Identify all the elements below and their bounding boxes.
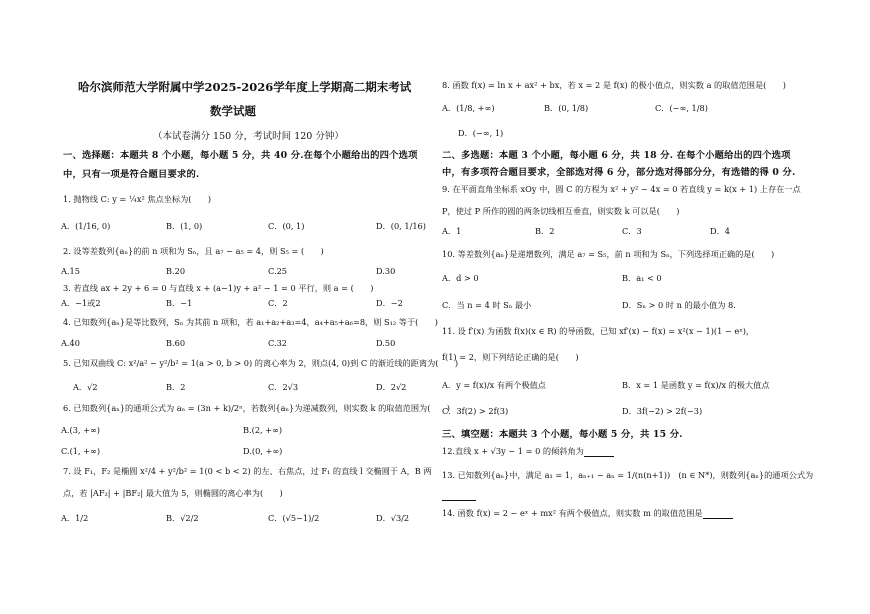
q2-option-a: A.15 xyxy=(61,266,80,276)
q8-option-a: A．(1/8, +∞) xyxy=(442,103,495,113)
q14-answer-blank[interactable] xyxy=(703,510,733,519)
q6-option-a: A.(3, +∞) xyxy=(61,425,100,435)
q1-option-c: C．(0, 1) xyxy=(268,221,305,231)
q1-option-a: A．(1/16, 0) xyxy=(61,221,111,231)
q9-option-d: D．4 xyxy=(710,226,730,236)
q5-option-c: C．2√3 xyxy=(268,382,299,392)
q6-option-d: D.(0, +∞) xyxy=(243,446,283,456)
q1-stem: 1. 抛物线 C: y = ¼x² 焦点坐标为( ) xyxy=(63,194,212,204)
q14-stem: 14. 函数 f(x) = 2 − eˣ + mx² 有两个极值点，则实数 m 的取值范围是 xyxy=(442,508,703,518)
q7-stem-line1: 7. 设 F₁，F₂ 是椭圆 x²/4 + y²/b² = 1(0 < b < 2) 的左、右焦点，过 F₁ 的直线 l 交椭圆于 A，B 两 xyxy=(63,466,432,476)
q12-row xyxy=(442,446,614,457)
q6-option-c: C.(1, +∞) xyxy=(61,446,101,456)
q11-stem-line1: 11. 设 f′(x) 为函数 f(x)(x ∈ R) 的导函数，已知 xf′(x) − f(x) = x²(x − 1)(1 − eˣ)， xyxy=(442,326,755,336)
section3-header: 三、填空题：本题共 3 个小题，每小题 5 分，共 15 分. xyxy=(442,429,683,440)
q13-answer-blank[interactable] xyxy=(442,492,476,501)
q10-option-a: A．d > 0 xyxy=(442,273,479,283)
q5-option-b: B．2 xyxy=(166,382,186,392)
q5-stem: 5. 已知双曲线 C: x²/a² − y²/b² = 1(a > 0, b > 0) 的离心率为 2，则点(4, 0)到 C 的渐近线的距离为( ) xyxy=(63,358,459,368)
q8-stem: 8. 函数 f(x) = ln x + ax² + bx，若 x = 2 是 f(x) 的极小值点，则实数 a 的取值范围是( ) xyxy=(442,80,786,90)
q2-option-d: D.30 xyxy=(376,266,396,276)
q9-option-a: A．1 xyxy=(442,226,462,236)
q7-option-c: C．(√5−1)/2 xyxy=(268,513,320,523)
q10-stem: 10. 等差数列{aₙ}是递增数列，满足 a₇ = S₅，前 n 项和为 Sₙ，下列选择项正确的是( ) xyxy=(442,249,775,259)
q14-row xyxy=(442,508,733,519)
exam-subtitle: 数学试题 xyxy=(210,104,256,118)
q3-option-c: C．2 xyxy=(268,298,288,308)
q12-stem: 12.直线 x + √3y − 1 = 0 的倾斜角为 xyxy=(442,446,584,456)
section2-header-line2: 中，有多项符合题目要求，全部选对得 6 分，部分选对得部分分，有选错的得 0 分. xyxy=(442,167,796,178)
q5-option-d: D．2√2 xyxy=(376,382,407,392)
exam-info: （本试卷满分 150 分，考试时间 120 分钟） xyxy=(153,131,344,142)
q2-stem: 2. 设等差数列{aₙ}的前 n 项和为 Sₙ，且 a₇ − a₅ = 4，则 S₅ = ( ) xyxy=(63,246,324,256)
q12-answer-blank[interactable] xyxy=(584,448,614,457)
q3-option-b: B．−1 xyxy=(166,298,193,308)
q11-option-a: A．y = f(x)/x 有两个极值点 xyxy=(442,380,546,390)
q11-stem-line2: f(1) = 2，则下列结论正确的是( ) xyxy=(442,352,579,362)
q11-option-b: B．x = 1 是函数 y = f(x)/x 的极大值点 xyxy=(622,380,770,390)
q4-stem: 4. 已知数列{aₙ}是等比数列，Sₙ 为其前 n 项和，若 a₁+a₂+a₃=4，a₄+a₅+a₆=8，则 S₁₂ 等于( ) xyxy=(63,317,438,327)
q11-option-d: D．3f(−2) > 2f(−3) xyxy=(622,406,703,416)
q9-stem-line1: 9. 在平面直角坐标系 xOy 中，圆 C 的方程为 x² + y² − 4x = 0 若直线 y = k(x + 1) 上存在一点 xyxy=(442,184,801,194)
q6-stem: 6. 已知数列{aₙ}的通项公式为 aₙ = (3n + k)/2ⁿ，若数列{aₙ}为递减数列，则实数 k 的取值范围为( ) xyxy=(63,403,450,413)
q7-option-b: B．√2/2 xyxy=(166,513,199,523)
q13-stem: 13. 已知数列{aₙ}中，满足 a₁ = 1，aₙ₊₁ − aₙ = 1/(n(n+1)) (n ∈ N*)，则数列{aₙ}的通项公式为 xyxy=(442,470,814,480)
q13-answer-row xyxy=(442,490,476,501)
q5-option-a: A．√2 xyxy=(73,382,98,392)
q11-option-c: C．3f(2) > 2f(3) xyxy=(442,406,509,416)
q3-stem: 3. 若直线 ax + 2y + 6 = 0 与直线 x + (a−1)y + a² − 1 = 0 平行，则 a = ( ) xyxy=(63,283,374,293)
q4-option-d: D.50 xyxy=(376,338,396,348)
q9-option-b: B．2 xyxy=(535,226,555,236)
q8-option-b: B．(0, 1/8) xyxy=(544,103,589,113)
q8-option-d: D．(−∞, 1) xyxy=(458,128,504,138)
section2-header-line1: 二、多选题：本题 3 个小题，每小题 6 分，共 18 分. 在每个小题给出的四个选项 xyxy=(442,150,791,161)
q2-option-c: C.25 xyxy=(268,266,287,276)
q6-option-b: B.(2, +∞) xyxy=(243,425,283,435)
q7-option-d: D．√3/2 xyxy=(376,513,410,523)
q4-option-b: B.60 xyxy=(166,338,186,348)
q8-option-c: C．(−∞, 1/8) xyxy=(655,103,708,113)
q1-option-d: D．(0, 1/16) xyxy=(376,221,426,231)
q3-option-a: A．−1或2 xyxy=(61,298,101,308)
q9-option-c: C．3 xyxy=(622,226,642,236)
q1-option-b: B．(1, 0) xyxy=(166,221,203,231)
q7-option-a: A．1/2 xyxy=(61,513,89,523)
q10-option-b: B．a₁ < 0 xyxy=(622,273,662,283)
q10-option-d: D．Sₙ > 0 时 n 的最小值为 8. xyxy=(622,300,736,310)
section1-header-line1: 一、选择题：本题共 8 个小题，每小题 5 分，共 40 分.在每个小题给出的四个选项 xyxy=(63,150,418,161)
exam-title: 哈尔滨师范大学附属中学2025-2026学年度上学期高二期末考试 xyxy=(78,80,412,94)
q10-option-c: C．当 n = 4 时 Sₙ 最小 xyxy=(442,300,532,310)
q3-option-d: D．−2 xyxy=(376,298,403,308)
q4-option-c: C.32 xyxy=(268,338,287,348)
q9-stem-line2: P，使过 P 所作的圆的两条切线相互垂直，则实数 k 可以是( ) xyxy=(442,206,680,216)
section1-header-line2: 中，只有一项是符合题目要求的. xyxy=(63,169,200,180)
q7-stem-line2: 点，若 |AF₂| + |BF₂| 最大值为 5，则椭圆的离心率为( ) xyxy=(63,488,283,498)
q2-option-b: B.20 xyxy=(166,266,186,276)
q4-option-a: A.40 xyxy=(61,338,80,348)
